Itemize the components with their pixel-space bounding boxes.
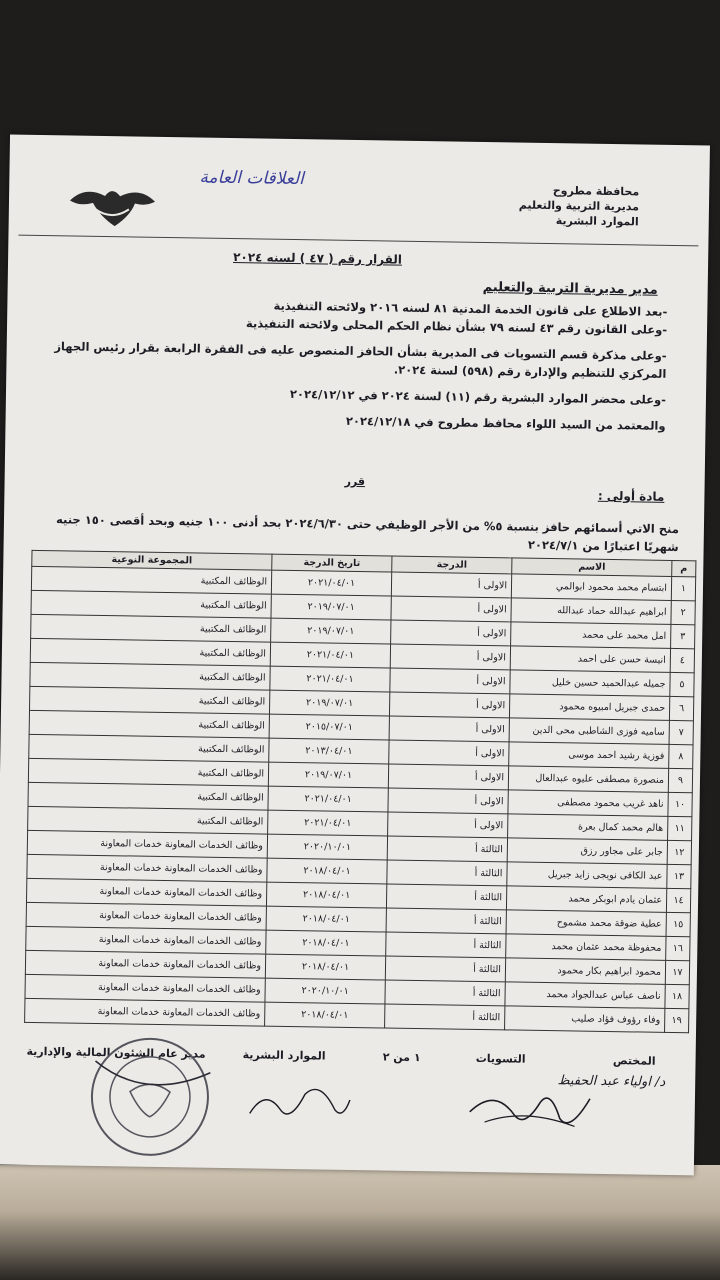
column-header: الاسم xyxy=(512,558,672,577)
employee-grade: الثالثة أ xyxy=(385,1004,505,1030)
grade-date: ٢٠١٥/٠٧/٠١ xyxy=(269,714,389,740)
grade-date: ٢٠٢١/٠٤/٠١ xyxy=(271,570,391,596)
job-group: الوظائف المكتبية xyxy=(31,590,271,618)
employee-name: وفاء رؤوف فؤاد صليب xyxy=(505,1006,665,1033)
job-group: الوظائف المكتبية xyxy=(28,758,268,786)
grade-date: ٢٠٢١/٠٤/٠١ xyxy=(268,810,388,836)
employee-name: امل محمد على محمد xyxy=(511,622,671,649)
grade-date: ٢٠٢١/٠٤/٠١ xyxy=(268,786,388,812)
employee-grade: الاولى أ xyxy=(388,764,508,790)
preamble-line: -وعلى القانون رقم ٤٣ لسنه ٧٩ بشأن نظام الحكم المحلى ولائحته التنفيذية xyxy=(245,316,668,337)
employee-grade: الاولى أ xyxy=(390,668,510,694)
employee-grade: الثالثة أ xyxy=(386,884,506,910)
employee-grade: الثالثة أ xyxy=(387,836,507,862)
job-group: وظائف الخدمات المعاونة خدمات المعاونة xyxy=(26,926,266,954)
grade-date: ٢٠١٩/٠٧/٠١ xyxy=(271,618,391,644)
governorate-label: محافظة مطروح xyxy=(552,184,640,199)
issuer-title: مدير مديرية التربية والتعليم xyxy=(482,279,658,298)
hr-label: الموارد البشرية xyxy=(242,1048,326,1063)
job-group: وظائف الخدمات المعاونة خدمات المعاونة xyxy=(25,998,265,1026)
employee-name: جميله عبدالحميد حسين خليل xyxy=(510,670,670,697)
row-number: ٥ xyxy=(670,672,694,696)
employee-grade: الثالثة أ xyxy=(387,860,507,886)
employee-grade: الاولى أ xyxy=(389,716,509,742)
settlements-label: التسويات xyxy=(475,1051,526,1066)
row-number: ١٢ xyxy=(667,840,691,864)
grant-text: منح الاتي أسمائهم حافز بنسبة ٥% من الأجر الوظيفي حتى ٢٠٢٤/٦/٣٠ بحد أدنى ١٠٠ جنيه وبحد أقصى ١٥٠ جنيه شهريًا اعتبارًا من ٢٠٢٤/٧/١ xyxy=(56,512,680,555)
row-number: ١٧ xyxy=(665,960,689,984)
header-divider xyxy=(18,235,698,247)
employee-name: ابتسام محمد محمود ابوالمي xyxy=(511,574,671,601)
preamble-line: -وعلى محضر الموارد البشرية رقم (١١) لسنة ٢٠٢٤ في ٢٠٢٤/١٢/١٢ xyxy=(289,386,667,407)
grade-date: ٢٠١٩/٠٧/٠١ xyxy=(269,690,389,716)
employee-grade: الثالثة أ xyxy=(385,980,505,1006)
employee-grade: الاولى أ xyxy=(391,572,511,598)
employee-grade: الاولى أ xyxy=(390,644,510,670)
employee-name: جابر على مجاور رزق xyxy=(507,838,667,865)
employee-grade: الاولى أ xyxy=(389,740,509,766)
job-group: وظائف الخدمات المعاونة خدمات المعاونة xyxy=(26,902,266,930)
desk-surface xyxy=(0,1165,720,1280)
employee-grade: الثالثة أ xyxy=(386,908,506,934)
employee-name: حمدى جبريل امبيوه محمود xyxy=(509,694,669,721)
column-header: م xyxy=(672,560,696,576)
employee-grade: الثالثة أ xyxy=(385,956,505,982)
row-number: ١٣ xyxy=(667,864,691,888)
employee-name: ناهد غريب محمود مصطفى xyxy=(508,790,668,817)
row-number: ١٤ xyxy=(666,888,690,912)
job-group: الوظائف المكتبية xyxy=(31,566,271,594)
row-number: ١٥ xyxy=(666,912,690,936)
employee-name: ناصف عباس عبدالجواد محمد xyxy=(505,982,665,1009)
table-body xyxy=(25,566,696,1032)
preamble-line: والمعتمد من السيد اللواء محافظ مطروح في ٢٠٢٤/١٢/١٨ xyxy=(345,413,666,433)
row-number: ١٠ xyxy=(668,792,692,816)
job-group: وظائف الخدمات المعاونة خدمات المعاونة xyxy=(25,950,265,978)
job-group: وظائف الخدمات المعاونة خدمات المعاونة xyxy=(27,830,267,858)
article-label: مادة أولى : xyxy=(597,488,665,504)
grade-date: ٢٠١٨/٠٤/٠١ xyxy=(265,954,385,980)
grade-date: ٢٠١٣/٠٤/٠١ xyxy=(269,738,389,764)
decision-title: القرار رقم ( ٤٧ ) لسنه ٢٠٢٤ xyxy=(233,250,403,267)
settlements-signature-icon xyxy=(464,1077,595,1139)
column-header: المجموعة النوعية xyxy=(32,550,272,570)
grade-date: ٢٠٢٠/١٠/٠١ xyxy=(265,978,385,1004)
job-group: وظائف الخدمات المعاونة خدمات المعاونة xyxy=(25,974,265,1002)
eagle-emblem-icon xyxy=(65,180,161,231)
grade-date: ٢٠١٨/٠٤/٠١ xyxy=(267,858,387,884)
issuer-header xyxy=(518,183,639,230)
director-general-label: مدير عام الشئون المالية والإدارية xyxy=(26,1044,206,1061)
row-number: ١٩ xyxy=(665,1008,689,1032)
employee-name: عطية ضوقة محمد مشموح xyxy=(506,910,666,937)
employee-name: فوزية رشيد احمد موسى xyxy=(509,742,669,769)
decided-label: قرر xyxy=(344,474,366,489)
employee-name: هالم محمد كمال بعرة xyxy=(508,814,668,841)
grade-date: ٢٠٢٠/١٠/٠١ xyxy=(267,834,387,860)
grade-date: ٢٠١٩/٠٧/٠١ xyxy=(271,594,391,620)
employee-grade: الاولى أ xyxy=(391,596,511,622)
grade-date: ٢٠١٨/٠٤/٠١ xyxy=(266,930,386,956)
row-number: ٩ xyxy=(668,768,692,792)
job-group: وظائف الخدمات المعاونة خدمات المعاونة xyxy=(26,878,266,906)
employee-name: ابراهيم عبدالله حماد عبدالله xyxy=(511,598,671,625)
staff-table xyxy=(24,550,696,1033)
preamble-line: -بعد الاطلاع على قانون الخدمة المدنية ٨١ لسنه ٢٠١٦ ولائحته التنفيذية xyxy=(273,298,668,319)
job-group: الوظائف المكتبية xyxy=(28,782,268,810)
employee-grade: الثالثة أ xyxy=(386,932,506,958)
row-number: ١١ xyxy=(668,816,692,840)
employee-name: انيسة حسن على احمد xyxy=(510,646,670,673)
row-number: ٦ xyxy=(669,696,693,720)
employee-grade: الاولى أ xyxy=(388,812,508,838)
handwritten-note: العلاقات العامة xyxy=(199,167,305,190)
preamble xyxy=(45,293,667,435)
directorate-label: مديرية التربية والتعليم xyxy=(518,198,640,214)
preamble-line: -وعلى مذكرة قسم التسويات فى المديرية بشأن الحافز المنصوص عليه فى الفقرة الرابعة بقرار رئيس الجهاز المركزي للتنظيم والإدارة رقم (٥٩٨) لسنة ٢٠٢٤. xyxy=(54,339,667,381)
employee-name: محمود ابراهيم بكار محمود xyxy=(505,958,665,985)
row-number: ١ xyxy=(671,576,695,600)
grade-date: ٢٠٢١/٠٤/٠١ xyxy=(270,666,390,692)
specialist-label: المختص xyxy=(612,1054,656,1068)
department-label: الموارد البشرية xyxy=(555,214,639,229)
job-group: الوظائف المكتبية xyxy=(31,614,271,642)
job-group: الوظائف المكتبية xyxy=(30,686,270,714)
grade-date: ٢٠١٨/٠٤/٠١ xyxy=(266,906,386,932)
official-stamp-icon xyxy=(84,1031,216,1163)
grade-date: ٢٠١٨/٠٤/٠١ xyxy=(266,882,386,908)
employee-name: عبد الكافى نويجى زايد جبريل xyxy=(507,862,667,889)
grade-date: ٢٠١٩/٠٧/٠١ xyxy=(268,762,388,788)
employee-grade: الاولى أ xyxy=(389,692,509,718)
hr-signature-icon xyxy=(244,1073,355,1135)
page-number: ١ من ٢ xyxy=(382,1050,421,1065)
employee-name: ساميه فوزى الشاطبى محى الدين xyxy=(509,718,669,745)
employee-name: محفوظة محمد عثمان محمد xyxy=(506,934,666,961)
row-number: ٨ xyxy=(669,744,693,768)
employee-grade: الاولى أ xyxy=(388,788,508,814)
grade-date: ٢٠١٨/٠٤/٠١ xyxy=(265,1002,385,1028)
row-number: ٧ xyxy=(669,720,693,744)
column-header: تاريخ الدرجة xyxy=(272,554,392,572)
row-number: ٣ xyxy=(671,624,695,648)
job-group: الوظائف المكتبية xyxy=(28,806,268,834)
grade-date: ٢٠٢١/٠٤/٠١ xyxy=(270,642,390,668)
job-group: الوظائف المكتبية xyxy=(30,638,270,666)
employee-name: منصورة مصطفى عليوه عبدالعال xyxy=(508,766,668,793)
job-group: الوظائف المكتبية xyxy=(29,734,269,762)
employee-name: عثمان يادم ابوبكر محمد xyxy=(506,886,666,913)
row-number: ١٨ xyxy=(665,984,689,1008)
row-number: ٤ xyxy=(670,648,694,672)
row-number: ١٦ xyxy=(666,936,690,960)
row-number: ٢ xyxy=(671,600,695,624)
specialist-signature: د/ اولياء عبد الحفيظ xyxy=(557,1073,666,1090)
job-group: وظائف الخدمات المعاونة خدمات المعاونة xyxy=(27,854,267,882)
document-page xyxy=(0,135,710,1176)
employee-grade: الاولى أ xyxy=(391,620,511,646)
job-group: الوظائف المكتبية xyxy=(30,662,270,690)
job-group: الوظائف المكتبية xyxy=(29,710,269,738)
column-header: الدرجة xyxy=(392,556,512,574)
